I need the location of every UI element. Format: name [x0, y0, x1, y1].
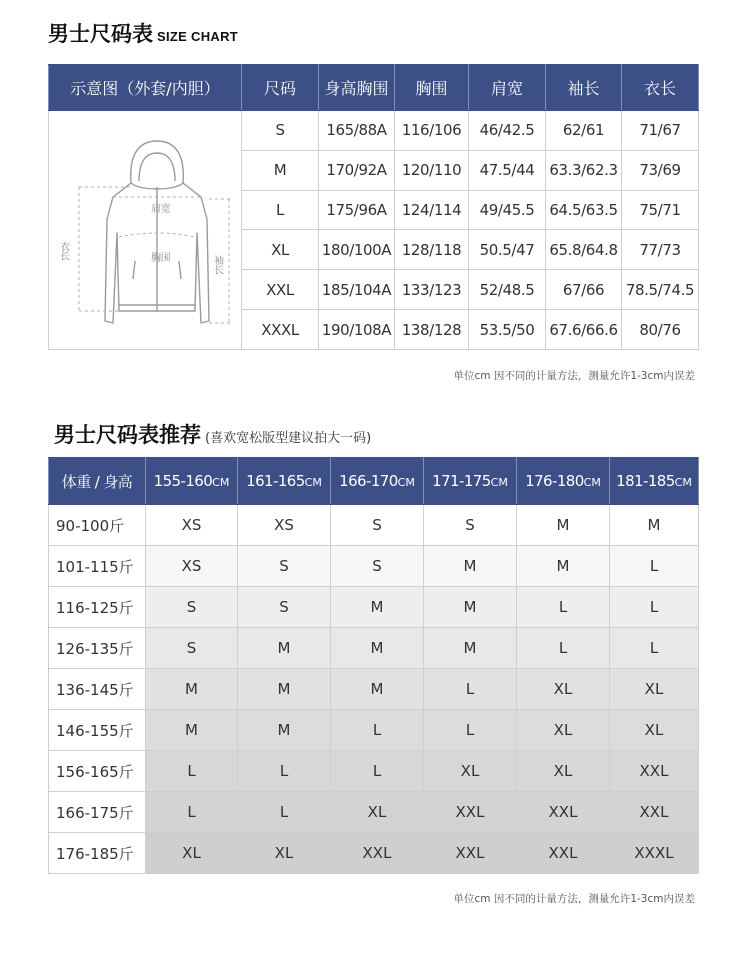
header-height-range [610, 458, 699, 505]
recommend-row [49, 792, 699, 833]
recommended-size-cell: L [238, 751, 331, 792]
height-chest-cell: 175/96A [319, 190, 395, 230]
recommended-size-cell: L [517, 628, 610, 669]
recommended-size-cell: L [331, 751, 424, 792]
recommended-size-cell: M [146, 669, 238, 710]
height-range-value: 155-160 [153, 472, 213, 490]
recommended-size-cell: L [610, 587, 699, 628]
label-length: 衣长 [57, 241, 69, 261]
height-range-value: 171-175 [432, 472, 491, 490]
size-chart-title-en: SIZE CHART [157, 29, 238, 44]
shoulder-cell: 50.5/47 [469, 230, 546, 270]
recommended-size-cell: M [331, 669, 424, 710]
shoulder-cell: 53.5/50 [469, 310, 546, 350]
recommended-size-cell: XXL [517, 792, 610, 833]
size-cell: XL [242, 230, 319, 270]
length-cell: 75/71 [622, 190, 699, 230]
recommend-row [49, 669, 699, 710]
recommended-size-cell: S [146, 628, 238, 669]
height-unit: CM [583, 476, 601, 489]
recommended-size-cell: M [331, 628, 424, 669]
height-unit: CM [674, 476, 692, 489]
weight-cell: 90-100斤 [49, 505, 146, 546]
header-length: 衣长 [622, 65, 699, 111]
header-sleeve: 袖长 [546, 65, 622, 111]
measurement-note: 单位cm 因不同的计量方法，测量允许1-3cm内误差 [453, 370, 695, 382]
recommended-size-cell: M [610, 505, 699, 546]
recommended-size-cell: XXL [424, 792, 517, 833]
weight-cell: 146-155斤 [49, 710, 146, 751]
recommended-size-cell: M [238, 669, 331, 710]
sleeve-cell: 65.8/64.8 [546, 230, 622, 270]
recommended-size-cell: S [238, 587, 331, 628]
chest-cell: 124/114 [395, 190, 469, 230]
recommend-row [49, 505, 699, 546]
header-shoulder: 肩宽 [469, 65, 546, 111]
recommended-size-cell: XL [331, 792, 424, 833]
recommended-size-cell: XXL [517, 833, 610, 874]
label-chest: 胸围 [151, 253, 171, 264]
recommended-size-cell: S [331, 546, 424, 587]
weight-cell: 136-145斤 [49, 669, 146, 710]
recommended-size-cell: L [238, 792, 331, 833]
jacket-illustration [49, 111, 242, 345]
recommended-size-cell: L [610, 628, 699, 669]
height-chest-cell: 185/104A [319, 270, 395, 310]
header-diagram: 示意图（外套/内胆） [49, 65, 242, 111]
recommended-size-cell: XS [238, 505, 331, 546]
recommended-size-cell: XXL [331, 833, 424, 874]
recommended-size-cell: M [517, 505, 610, 546]
recommended-size-cell: XL [424, 751, 517, 792]
height-range-value: 181-185 [616, 472, 675, 490]
height-range-value: 161-165 [246, 472, 305, 490]
header-weight-height: 体重 / 身高 [49, 458, 146, 505]
recommend-title [54, 419, 371, 449]
recommended-size-cell: M [424, 587, 517, 628]
chest-cell: 116/106 [395, 111, 469, 151]
height-chest-cell: 165/88A [319, 111, 395, 151]
shoulder-cell: 46/42.5 [469, 111, 546, 151]
shoulder-cell: 47.5/44 [469, 150, 546, 190]
jacket-diagram [49, 111, 242, 350]
header-height-chest: 身高胸围 [319, 65, 395, 111]
weight-cell: 156-165斤 [49, 751, 146, 792]
size-chart-table [48, 64, 699, 350]
recommend-table [48, 457, 699, 874]
recommended-size-cell: L [610, 546, 699, 587]
height-range-value: 166-170 [339, 472, 398, 490]
shoulder-cell: 49/45.5 [469, 190, 546, 230]
length-cell: 80/76 [622, 310, 699, 350]
height-chest-cell: 170/92A [319, 150, 395, 190]
length-cell: 71/67 [622, 111, 699, 151]
recommended-size-cell: M [517, 546, 610, 587]
recommended-size-cell: XS [146, 505, 238, 546]
recommended-size-cell: XL [146, 833, 238, 874]
size-cell: XXL [242, 270, 319, 310]
recommend-header-row [49, 458, 699, 505]
recommended-size-cell: M [331, 587, 424, 628]
recommended-size-cell: XXXL [610, 833, 699, 874]
weight-cell: 166-175斤 [49, 792, 146, 833]
sleeve-cell: 62/61 [546, 111, 622, 151]
size-chart-header-row [49, 65, 699, 111]
recommended-size-cell: XXL [424, 833, 517, 874]
label-shoulder: 肩宽 [151, 204, 171, 215]
sleeve-cell: 63.3/62.3 [546, 150, 622, 190]
recommended-size-cell: M [238, 628, 331, 669]
recommended-size-cell: L [424, 710, 517, 751]
header-height-range [424, 458, 517, 505]
header-height-range [238, 458, 331, 505]
chest-cell: 138/128 [395, 310, 469, 350]
weight-cell: 126-135斤 [49, 628, 146, 669]
height-unit: CM [304, 476, 322, 489]
size-row [49, 111, 699, 151]
recommended-size-cell: L [517, 587, 610, 628]
recommended-size-cell: XS [146, 546, 238, 587]
recommended-size-cell: S [146, 587, 238, 628]
label-sleeve: 袖长 [211, 255, 223, 275]
recommended-size-cell: L [146, 792, 238, 833]
recommend-row [49, 587, 699, 628]
height-range-value: 176-180 [525, 472, 584, 490]
recommend-title-cn: 男士尺码表推荐 [54, 423, 201, 447]
height-unit: CM [490, 476, 508, 489]
recommend-row [49, 628, 699, 669]
length-cell: 73/69 [622, 150, 699, 190]
recommended-size-cell: XL [517, 669, 610, 710]
recommended-size-cell: M [424, 628, 517, 669]
size-cell: M [242, 150, 319, 190]
chest-cell: 128/118 [395, 230, 469, 270]
size-chart-title [48, 18, 238, 48]
sleeve-cell: 67/66 [546, 270, 622, 310]
header-chest: 胸围 [395, 65, 469, 111]
weight-cell: 176-185斤 [49, 833, 146, 874]
recommended-size-cell: XXL [610, 751, 699, 792]
length-cell: 78.5/74.5 [622, 270, 699, 310]
length-cell: 77/73 [622, 230, 699, 270]
header-height-range [331, 458, 424, 505]
weight-cell: 101-115斤 [49, 546, 146, 587]
recommended-size-cell: S [238, 546, 331, 587]
chest-cell: 133/123 [395, 270, 469, 310]
chest-cell: 120/110 [395, 150, 469, 190]
recommended-size-cell: S [424, 505, 517, 546]
height-chest-cell: 190/108A [319, 310, 395, 350]
recommended-size-cell: XL [517, 751, 610, 792]
recommend-row [49, 546, 699, 587]
recommended-size-cell: XL [610, 710, 699, 751]
recommended-size-cell: M [424, 546, 517, 587]
height-unit: CM [212, 476, 230, 489]
measurement-note-2: 单位cm 因不同的计量方法，测量允许1-3cm内误差 [453, 893, 695, 905]
size-chart-title-cn: 男士尺码表 [48, 22, 153, 46]
size-cell: L [242, 190, 319, 230]
height-chest-cell: 180/100A [319, 230, 395, 270]
recommended-size-cell: XXL [610, 792, 699, 833]
recommended-size-cell: L [146, 751, 238, 792]
recommended-size-cell: L [424, 669, 517, 710]
recommended-size-cell: XL [517, 710, 610, 751]
header-size: 尺码 [242, 65, 319, 111]
height-unit: CM [397, 476, 415, 489]
sleeve-cell: 67.6/66.6 [546, 310, 622, 350]
shoulder-cell: 52/48.5 [469, 270, 546, 310]
recommended-size-cell: XL [610, 669, 699, 710]
recommend-row [49, 710, 699, 751]
weight-cell: 116-125斤 [49, 587, 146, 628]
recommend-row [49, 833, 699, 874]
header-height-range [146, 458, 238, 505]
size-cell: S [242, 111, 319, 151]
recommended-size-cell: M [146, 710, 238, 751]
sleeve-cell: 64.5/63.5 [546, 190, 622, 230]
recommended-size-cell: M [238, 710, 331, 751]
recommend-row [49, 751, 699, 792]
recommended-size-cell: L [331, 710, 424, 751]
recommended-size-cell: XL [238, 833, 331, 874]
header-height-range [517, 458, 610, 505]
recommend-subtitle: (喜欢宽松版型建议拍大一码) [205, 431, 372, 446]
recommended-size-cell: S [331, 505, 424, 546]
size-cell: XXXL [242, 310, 319, 350]
